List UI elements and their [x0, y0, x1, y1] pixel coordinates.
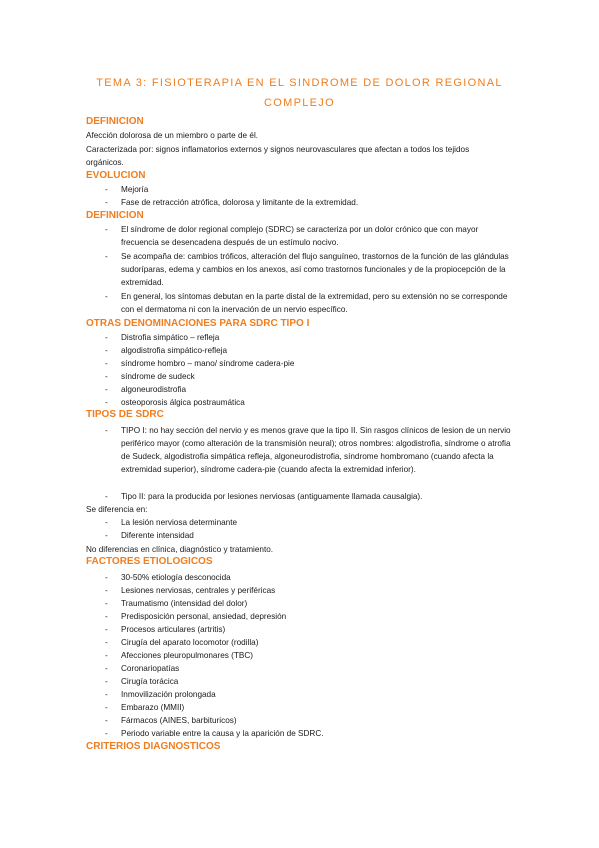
factor-item: Embarazo (MMII): [121, 703, 185, 712]
heading-evolucion: EVOLUCION: [86, 170, 146, 181]
bullet-dash: -: [105, 638, 108, 647]
tipos-item: TIPO I: no hay sección del nervio y es menos grave que la tipo II. Sin rasgos clínicos de lesion de un nervio periférico mayor (como alteración de la transmisión neural); otros nombres: algodistrofia, síndrome o atrofia de Sudeck, algodistrofia simpática refleja, algoneurodistrofia, síndrome hombromano (cuando afecta la extremidad superior), síndrome cadera-pie (cuando afecta la extremidad inferior).: [121, 426, 511, 474]
otras-item: síndrome hombro – mano/ síndrome cadera-pie: [121, 359, 295, 368]
factor-item: Traumatismo (intensidad del dolor): [121, 599, 248, 608]
bullet-dash: -: [105, 359, 108, 368]
bullet-dash: -: [105, 292, 108, 301]
tipos-item: Tipo II: para la producida por lesiones nerviosas (antiguamente llamada causalgia).: [121, 492, 423, 501]
heading-definicion-2: DEFINICION: [86, 210, 144, 221]
definicion-item: Se acompaña de: cambios tróficos, alteración del flujo sanguíneo, trastornos de la función de las glándulas sudoríparas, edema y cambios en los anexos, así como trastornos funcionales y de la propiocepción de la extremidad.: [121, 252, 509, 287]
bullet-dash: -: [105, 198, 108, 207]
bullet-dash: -: [105, 252, 108, 261]
page-title-line2: COMPLEJO: [264, 97, 335, 109]
factor-item: Periodo variable entre la causa y la aparición de SDRC.: [121, 729, 324, 738]
bullet-dash: -: [105, 573, 108, 582]
bullet-dash: -: [105, 531, 108, 540]
factor-item: Cirugía torácica: [121, 677, 179, 686]
diferencia-item: La lesión nerviosa determinante: [121, 518, 238, 527]
factor-item: Inmovilización prolongada: [121, 690, 216, 699]
no-diferencias-text: No diferencias en clínica, diagnóstico y tratamiento.: [86, 545, 274, 554]
bullet-dash: -: [105, 398, 108, 407]
page-title-line1: TEMA 3: FISIOTERAPIA EN EL SINDROME DE DOLOR REGIONAL: [96, 77, 503, 89]
bullet-dash: -: [105, 677, 108, 686]
factor-item: Fármacos (AINES, barbituricos): [121, 716, 237, 725]
bullet-dash: -: [105, 599, 108, 608]
otras-item: algoneurodistrofia: [121, 385, 187, 394]
bullet-dash: -: [105, 518, 108, 527]
evolucion-item: Fase de retracción atrófica, dolorosa y limitante de la extremidad.: [121, 198, 359, 207]
otras-item: algodistrofia simpático-refleja: [121, 346, 228, 355]
bullet-dash: -: [105, 346, 108, 355]
bullet-dash: -: [105, 690, 108, 699]
bullet-dash: -: [105, 729, 108, 738]
bullet-dash: -: [105, 225, 108, 234]
bullet-dash: -: [105, 333, 108, 342]
def1-paragraph-2: Caracterizada por: signos inflamatorios externos y signos neurovasculares que afectan a todos los tejidos orgánicos.: [86, 145, 470, 167]
bullet-dash: -: [105, 492, 108, 501]
otras-item: Distrofia simpático – refleja: [121, 333, 220, 342]
otras-item: osteoporosis álgica postraumática: [121, 398, 245, 407]
bullet-dash: -: [105, 185, 108, 194]
factor-item: Afecciones pleuropulmonares (TBC): [121, 651, 253, 660]
factor-item: Lesiones nerviosas, centrales y periféricas: [121, 586, 276, 595]
def1-paragraph-1: Afección dolorosa de un miembro o parte de él.: [86, 131, 259, 140]
heading-factores-etiologicos: FACTORES ETIOLOGICOS: [86, 556, 213, 567]
definicion-item: En general, los síntomas debutan en la parte distal de la extremidad, pero su extensión no se corresponde con el dermatoma ni con la inervación de un nervio específico.: [121, 292, 508, 314]
heading-definicion-1: DEFINICION: [86, 116, 144, 127]
heading-otras-denominaciones: OTRAS DENOMINACIONES PARA SDRC TIPO I: [86, 318, 310, 329]
factor-item: 30-50% etiología desconocida: [121, 573, 231, 582]
factor-item: Predisposición personal, ansiedad, depresión: [121, 612, 287, 621]
bullet-dash: -: [105, 664, 108, 673]
bullet-dash: -: [105, 586, 108, 595]
bullet-dash: -: [105, 385, 108, 394]
factor-item: Cirugía del aparato locomotor (rodilla): [121, 638, 259, 647]
diferencia-item: Diferente intensidad: [121, 531, 194, 540]
bullet-dash: -: [105, 703, 108, 712]
se-diferencia-label: Se diferencia en:: [86, 505, 148, 514]
bullet-dash: -: [105, 426, 108, 435]
factor-item: Procesos articulares (artritis): [121, 625, 226, 634]
heading-tipos-sdrc: TIPOS DE SDRC: [86, 409, 164, 420]
evolucion-item: Mejoría: [121, 185, 149, 194]
bullet-dash: -: [105, 651, 108, 660]
heading-criterios-diagnosticos: CRITERIOS DIAGNOSTICOS: [86, 741, 221, 752]
bullet-dash: -: [105, 612, 108, 621]
definicion-item: El síndrome de dolor regional complejo (SDRC) se caracteriza por un dolor crónico que con mayor frecuencia se desencadena después de un estímulo nocivo.: [121, 225, 479, 247]
bullet-dash: -: [105, 716, 108, 725]
otras-item: síndrome de sudeck: [121, 372, 195, 381]
bullet-dash: -: [105, 625, 108, 634]
bullet-dash: -: [105, 372, 108, 381]
factor-item: Coronariopatías: [121, 664, 180, 673]
